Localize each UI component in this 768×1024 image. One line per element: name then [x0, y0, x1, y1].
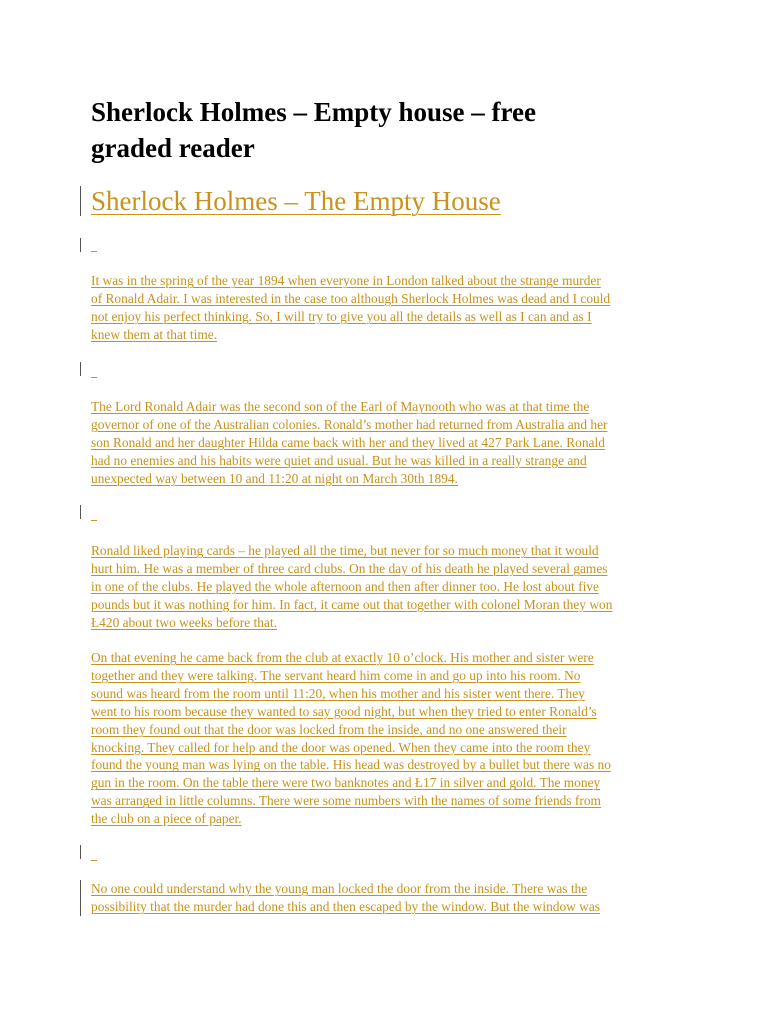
paragraph-line: unexpected way between 10 and 11:20 at night on March 30th 1894. [91, 470, 458, 486]
paragraph-line: not enjoy his perfect thinking. So, I will try to give you all the details as well as I can and as I [91, 308, 592, 324]
separator-link[interactable] [91, 377, 97, 378]
blockquote-bar [80, 238, 81, 252]
paragraph-line: sound was heard from the room until 11:20, when his mother and his sister went there. They [91, 685, 585, 701]
paragraph-line: had no enemies and his habits were quiet and usual. But he was killed in a really strange and [91, 452, 587, 468]
paragraph-line: in one of the clubs. He played the whole afternoon and then after dinner too. He lost about five [91, 578, 599, 594]
paragraph-line: went to his room because they wanted to say good night, but when they tried to enter Ronald’s [91, 703, 597, 719]
paragraph-line: No one could understand why the young man locked the door from the inside. There was the [91, 881, 588, 896]
paragraph-line: The Lord Ronald Adair was the second son of the Earl of Maynooth who was at that time the [91, 399, 590, 414]
document-title-line-2: graded reader [91, 133, 255, 163]
paragraph-line: pounds but it was nothing for him. In fact, it came out that together with colonel Moran they won [91, 596, 613, 612]
paragraph-line: Ronald liked playing cards – he played all the time, but never for so much money that it would [91, 543, 599, 558]
paragraph-1[interactable] [91, 272, 610, 344]
blockquote-bar [80, 505, 81, 519]
paragraph-line: possibility that the murder had done this and then escaped by the window. But the window was [91, 898, 601, 914]
paragraph-line: room they found out that the door was locked from the inside, and no one answered their [91, 721, 567, 737]
paragraph-3[interactable] [91, 542, 612, 632]
blockquote-bar [80, 845, 81, 859]
paragraph-line: was arranged in little columns. There were some numbers with the names of some friends from [91, 793, 601, 809]
blockquote-bar [80, 880, 81, 916]
paragraph-line: Ł420 about two weeks before that. [91, 614, 277, 630]
story-heading-link[interactable]: Sherlock Holmes – The Empty House [91, 186, 501, 216]
paragraph-line: of Ronald Adair. I was interested in the case too although Sherlock Holmes was dead and I could [91, 290, 611, 306]
paragraph-4[interactable] [91, 649, 611, 828]
separator-link[interactable] [91, 251, 97, 252]
paragraph-line: knew them at that time. [91, 326, 218, 342]
paragraph-line: gun in the room. On the table there were two banknotes and Ł17 in silver and gold. The money [91, 775, 601, 791]
paragraph-line: It was in the spring of the year 1894 when everyone in London talked about the strange murder [91, 273, 601, 288]
separator-link[interactable] [91, 520, 97, 521]
paragraph-line: the club on a piece of paper. [91, 811, 242, 827]
document-title [91, 94, 651, 166]
blockquote-bar [80, 362, 81, 376]
paragraph-line: son Ronald and her daughter Hilda came back with her and they lived at 427 Park Lane. Ronald [91, 434, 605, 450]
paragraph-2[interactable] [91, 398, 608, 488]
paragraph-line: together and they were talking. The servant heard him come in and go up into his room. No [91, 667, 581, 683]
paragraph-line: found the young man was lying on the table. His head was destroyed by a bullet but there was no [91, 757, 611, 773]
separator-link[interactable] [91, 860, 97, 861]
paragraph-line: knocking. They called for help and the door was opened. When they came into the room they [91, 739, 591, 755]
blockquote-bar [80, 186, 81, 216]
paragraph-line: hurt him. He was a member of three card clubs. On the day of his death he played several games [91, 560, 608, 576]
paragraph-5[interactable] [91, 880, 600, 916]
paragraph-line: governor of one of the Australian colonies. Ronald’s mother had returned from Australia and her [91, 416, 608, 432]
document-title-line-1: Sherlock Holmes – Empty house – free [91, 97, 536, 127]
paragraph-line: On that evening he came back from the club at exactly 10 o’clock. His mother and sister were [91, 650, 594, 665]
